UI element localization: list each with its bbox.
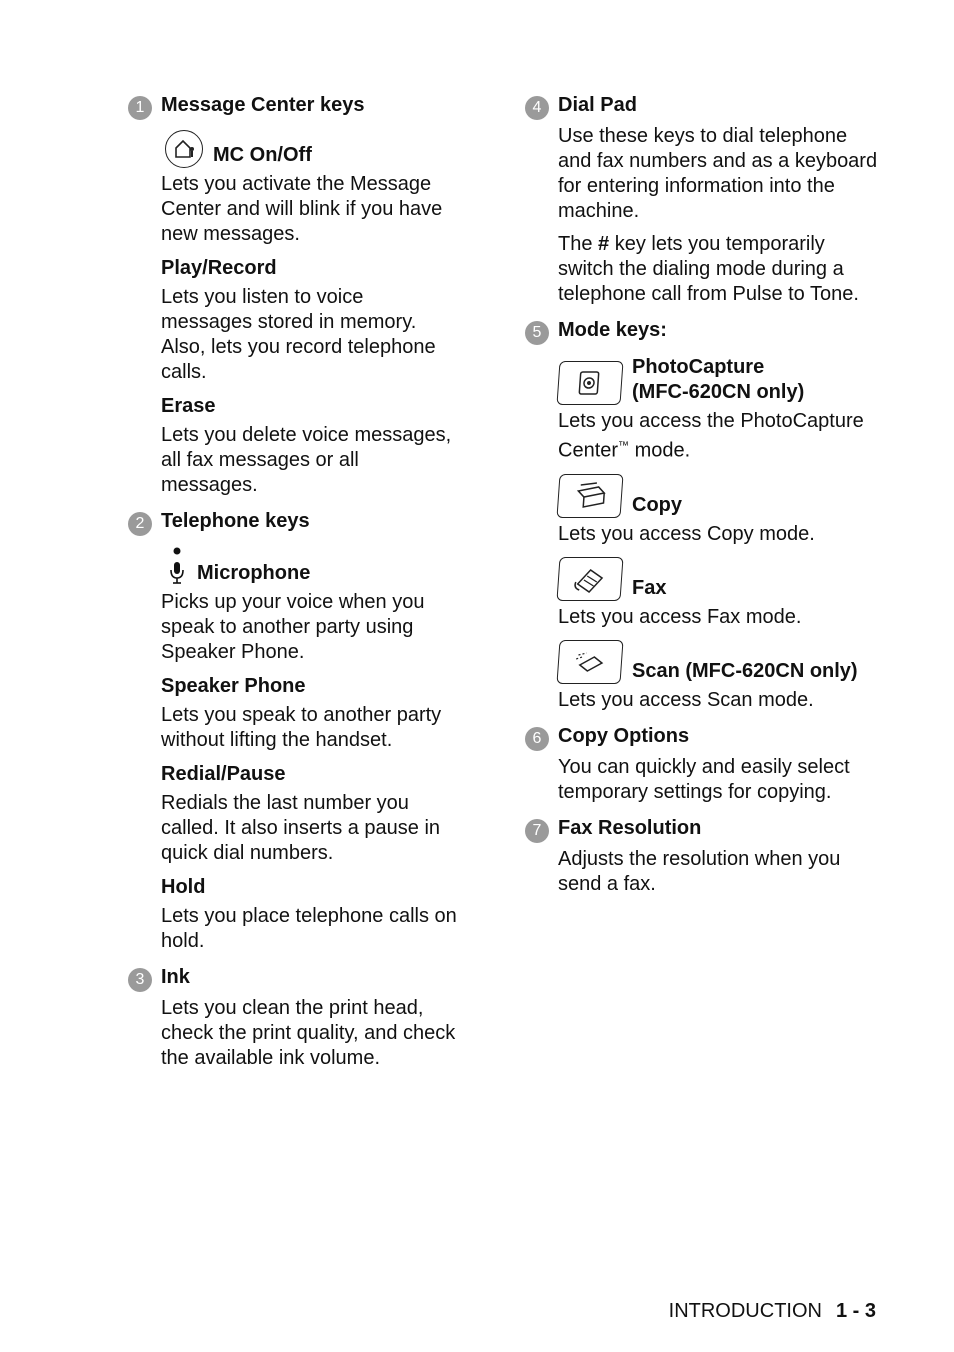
microphone-label: Microphone bbox=[197, 562, 311, 584]
section-mode-keys bbox=[525, 315, 885, 713]
section-number-1: 1 bbox=[128, 96, 152, 120]
copy-label: Copy bbox=[632, 493, 682, 516]
section-number-6: 6 bbox=[525, 727, 549, 751]
speaker-phone-description: Lets you speak to another party without lifting the handset. bbox=[161, 704, 442, 751]
section-title: Dial Pad bbox=[558, 94, 637, 116]
hash-key: # bbox=[598, 233, 610, 255]
section-ink bbox=[128, 962, 458, 1071]
redial-pause-label: Redial/Pause bbox=[161, 763, 286, 785]
photocapture-icon bbox=[556, 361, 623, 405]
copy-icon bbox=[556, 474, 623, 518]
section-dial-pad bbox=[525, 90, 885, 307]
page-number: 1 - 3 bbox=[835, 1300, 876, 1322]
copy-description: Lets you access Copy mode. bbox=[558, 522, 815, 545]
page-footer bbox=[669, 1300, 876, 1323]
redial-pause-description: Redials the last number you called. It also inserts a pause in quick dial numbers. bbox=[161, 792, 441, 864]
section-title: Message Center keys bbox=[161, 94, 365, 116]
section-number-7: 7 bbox=[525, 819, 549, 843]
dial-pad-description: Use these keys to dial telephone and fax numbers and as a keyboard for entering information into the machine. bbox=[558, 125, 878, 222]
ink-description: Lets you clean the print head, check the print quality, and check the available ink volume. bbox=[161, 997, 456, 1069]
section-number-2: 2 bbox=[128, 512, 152, 536]
section-number-3: 3 bbox=[128, 968, 152, 992]
hold-label: Hold bbox=[161, 876, 206, 898]
play-record-description: Lets you listen to voice messages stored in memory. Also, lets you record telephone calls. bbox=[161, 286, 436, 383]
photocapture-label-note: (MFC-620CN only) bbox=[632, 381, 805, 403]
section-telephone-keys bbox=[128, 506, 458, 954]
fax-description: Lets you access Fax mode. bbox=[558, 605, 802, 628]
section-number-4: 4 bbox=[525, 96, 549, 120]
erase-description: Lets you delete voice messages, all fax messages or all messages. bbox=[161, 424, 452, 496]
play-record-label: Play/Record bbox=[161, 257, 277, 279]
microphone-icon bbox=[167, 546, 187, 586]
footer-section-name: INTRODUCTION bbox=[668, 1300, 822, 1322]
scan-description: Lets you access Scan mode. bbox=[558, 688, 814, 711]
mc-onoff-label: MC On/Off bbox=[213, 144, 312, 166]
microphone-description: Picks up your voice when you speak to another party using Speaker Phone. bbox=[161, 591, 425, 663]
fax-icon bbox=[556, 557, 623, 601]
section-title: Telephone keys bbox=[161, 510, 310, 532]
message-center-icon bbox=[165, 130, 203, 168]
section-title: Fax Resolution bbox=[558, 816, 702, 839]
left-column bbox=[128, 90, 458, 1079]
photocapture-label: PhotoCapture bbox=[632, 356, 765, 378]
section-title: Mode keys: bbox=[558, 319, 667, 341]
section-message-center-keys bbox=[128, 90, 458, 498]
dial-pad-hash-description: The # key lets you temporarily switch the dialing mode during a telephone call from Pulse to Tone. bbox=[558, 233, 859, 305]
copy-options-description: You can quickly and easily select temporary settings for copying. bbox=[558, 755, 850, 803]
section-fax-resolution bbox=[525, 813, 885, 897]
hold-description: Lets you place telephone calls on hold. bbox=[161, 905, 457, 952]
mc-onoff-description: Lets you activate the Message Center and will blink if you have new messages. bbox=[161, 173, 443, 245]
right-column bbox=[525, 90, 885, 905]
section-copy-options bbox=[525, 721, 885, 805]
section-title: Ink bbox=[161, 966, 190, 988]
scan-label: Scan (MFC-620CN only) bbox=[632, 659, 858, 682]
erase-label: Erase bbox=[161, 395, 216, 417]
fax-resolution-description: Adjusts the resolution when you send a fax. bbox=[558, 847, 841, 895]
fax-label: Fax bbox=[632, 576, 667, 599]
photocapture-description: Lets you access the PhotoCapture Center™ mode. bbox=[558, 410, 864, 462]
scan-icon bbox=[556, 640, 623, 684]
speaker-phone-label: Speaker Phone bbox=[161, 675, 306, 697]
section-number-5: 5 bbox=[525, 321, 549, 345]
section-title: Copy Options bbox=[558, 724, 690, 747]
